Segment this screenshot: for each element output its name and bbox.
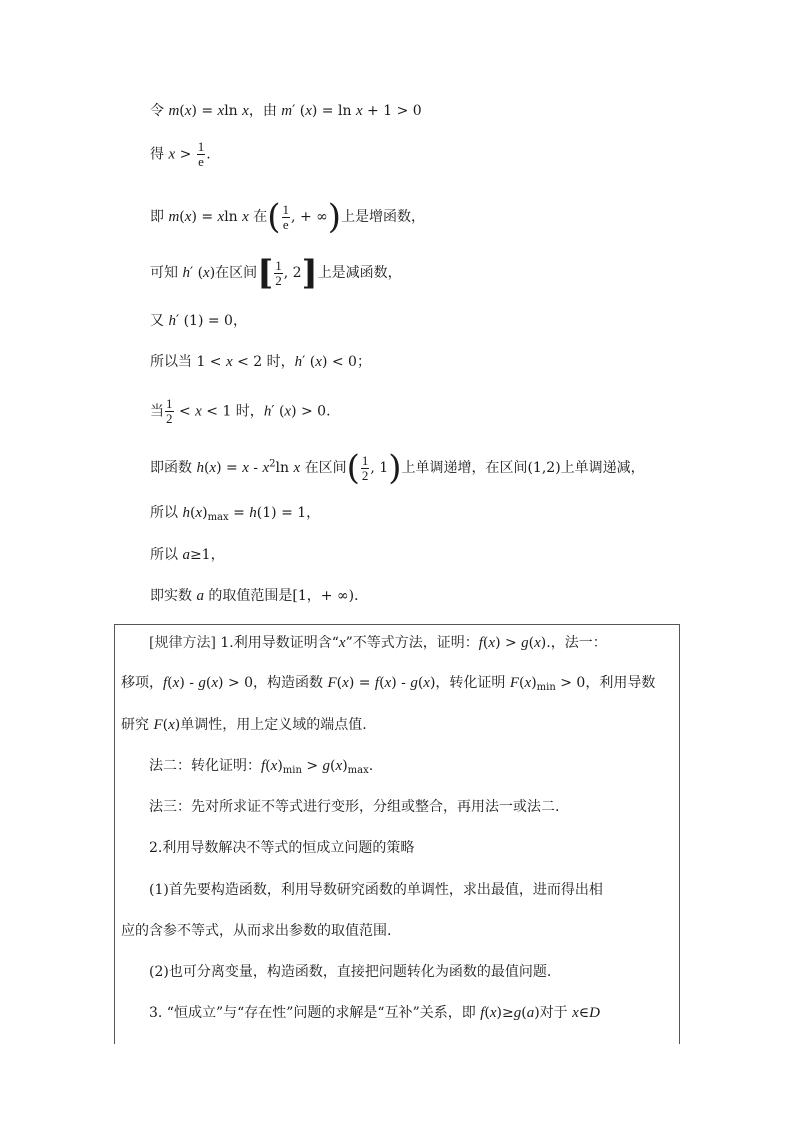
fraction: $\frac{1}{e}$ (282, 201, 290, 232)
text-line-4: 可知 h′ (x)在区间[ $\frac{1}{2}$ , 2]上是减函数， (150, 253, 402, 293)
text-line-2: 得 x > $\frac{1}{e}$ . (150, 139, 211, 169)
text-line-6: 所以当 1 < x < 2 时，h′ (x) < 0； (150, 354, 371, 370)
text-line-3: 即 m(x) = xln x 在( $\frac{1}{e}$ , + ∞)上是增函数， (150, 197, 426, 237)
fraction: $\frac{1}{2}$ (166, 396, 173, 426)
text-line-9: 所以 $h(x)_{max} = h(1) = 1$， (150, 505, 321, 523)
method-summary-box (114, 624, 680, 1044)
text-line-1: 令 m(x) = xln x，由 m′ (x) = ln x + 1 > 0 (150, 103, 422, 119)
box-line-3: 研究 F(x)单调性，用上定义域的端点值. (121, 717, 367, 733)
box-line-5: 法三：先对所求证不等式进行变形，分组或整合，再用法一或法二. (149, 799, 560, 815)
text-line-7: 当 $\frac{1}{2}$ < x < 1 时，h′ (x) > 0. (150, 396, 331, 426)
text-line-11: 即实数 a 的取值范围是[1，+ ∞)． (150, 588, 369, 604)
text-line-8: 即函数 $h(x) = x - x^2\ln$ x 在区间( $\frac{1}{2}$ , 1)上单调递增，在区间(1,2)上单调递减， (150, 448, 645, 488)
box-line-8: 应的含参不等式，从而求出参数的取值范围. (121, 923, 392, 939)
box-line-7: (1)首先要构造函数，利用导数研究函数的单调性，求出最值，进而得出相 (149, 882, 603, 898)
box-line-10: 3. “恒成立”与“存在性”问题的求解是“互补”关系，即 f(x)≥g(a)对于 x∈D (149, 1005, 600, 1021)
fraction: $\frac{1}{e}$ (197, 139, 205, 169)
box-line-6: 2.利用导数解决不等式的恒成立问题的策略 (149, 840, 415, 856)
fraction: $\frac{1}{2}$ (361, 452, 369, 483)
method-tag: [规律方法] (149, 635, 216, 651)
box-line-1: [规律方法] 1.利用导数证明含“x”不等式方法，证明：f(x) > g(x).，法一： (149, 635, 607, 651)
box-line-4: 法二：转化证明：$f(x)_{min} > g(x)_{max}$. (149, 758, 374, 776)
box-line-2: 移项，f(x) - g(x) > 0，构造函数 F(x) = f(x) - g(x)，转化证明 $F(x)_{min} > 0$，利用导数 (121, 675, 656, 693)
box-line-9: (2)也可分离变量，构造函数，直接把问题转化为函数的最值问题. (149, 964, 552, 980)
text-line-10: 所以 a≥1， (150, 547, 225, 563)
text-line-5: 又 h′ (1) = 0， (150, 313, 247, 329)
fraction: $\frac{1}{2}$ (275, 257, 282, 288)
